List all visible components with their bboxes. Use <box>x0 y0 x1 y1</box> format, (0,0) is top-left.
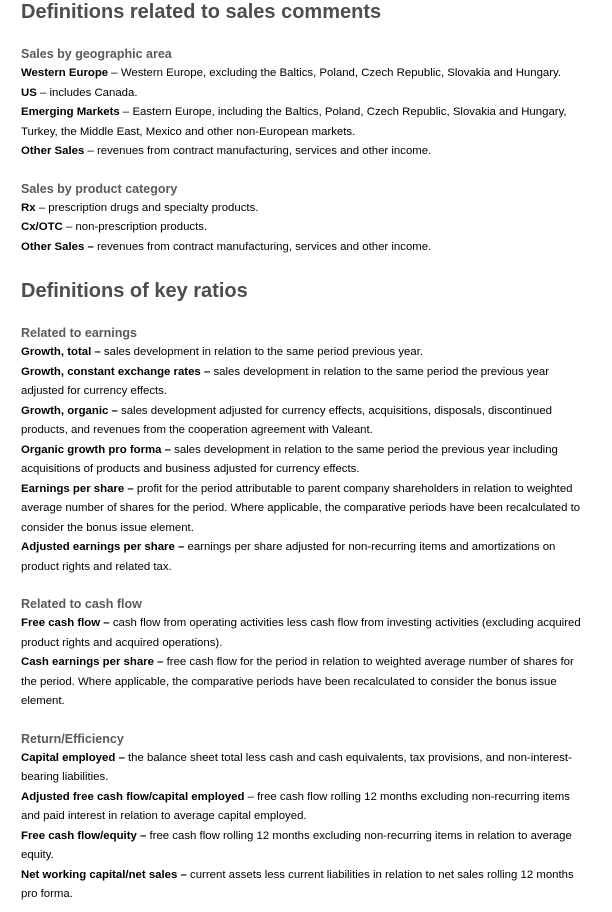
definition-growth-total <box>21 343 590 363</box>
definition-text: sales development adjusted for currency effects, acquisitions, disposals, discontinued products, and revenues from the cooperation agreement with Valeant. <box>21 404 552 436</box>
definition-nwc-net-sales <box>21 866 590 905</box>
definition-term: Emerging Markets <box>21 106 120 118</box>
definition-other-sales: Other Sales – revenues from contract manufacturing, services and other income. <box>21 145 432 157</box>
definition-term: US <box>21 86 37 99</box>
definition-growth-constant-fx <box>21 363 590 402</box>
group-heading-cash-flow: Related to cash flow <box>21 597 142 611</box>
definition-text: the balance sheet total less cash and cash equivalents, tax provisions, and non-interest-bearing liabilities. <box>21 751 572 783</box>
definition-text: sales development in relation to the same period the previous year adjusted for currency effects. <box>21 365 550 397</box>
definition-text: free cash flow rolling 12 months excluding non-recurring items and paid interest in relation to average capital employed. <box>21 790 570 822</box>
definition-cx-otc: Cx/OTC – non-prescription products. <box>21 221 208 233</box>
definition-term: Free cash flow – <box>21 617 110 629</box>
definition-text: sales development in relation to the same period previous year. <box>103 346 424 358</box>
definition-term: Adjusted free cash flow/capital employed <box>21 790 245 803</box>
definition-adjusted-eps <box>21 538 590 577</box>
definition-term: Free cash flow/equity – <box>21 829 147 842</box>
definition-organic-growth-pro-forma <box>21 441 590 480</box>
definition-text: Western Europe, excluding the Baltics, Poland, Czech Republic, Slovakia and Hungary. <box>120 67 562 79</box>
definition-free-cash-flow <box>21 614 590 653</box>
definition-other-sales-product <box>21 238 590 258</box>
definition-earnings-per-share <box>21 480 590 539</box>
definition-term: Organic growth pro forma – <box>21 443 171 456</box>
definition-text: includes Canada. <box>49 86 138 99</box>
definition-text: prescription drugs and specialty products. <box>48 201 259 214</box>
definition-term: Other Sales <box>21 145 85 157</box>
section-title-sales-comments: Definitions related to sales comments <box>21 1 382 23</box>
definition-term: Growth, total – <box>21 346 101 358</box>
definition-term: Growth, constant exchange rates – <box>21 365 211 378</box>
definition-text: Eastern Europe, including the Baltics, Poland, Czech Republic, Slovakia and Hungary, Turkey, the Middle East, Mexico and other non-European markets. <box>21 106 567 138</box>
definition-term: Western Europe <box>21 67 109 79</box>
definition-text: non-prescription products. <box>75 221 208 233</box>
definition-term: Adjusted earnings per share – <box>21 541 185 553</box>
definition-term: Rx <box>21 201 36 214</box>
definition-text: free cash flow rolling 12 months excluding non-recurring items in relation to average equity. <box>21 829 572 861</box>
section-title-key-ratios: Definitions of key ratios <box>21 280 248 302</box>
definition-capital-employed <box>21 749 590 788</box>
definition-term: Other Sales – <box>21 240 94 253</box>
group-heading-return-efficiency: Return/Efficiency <box>21 731 124 746</box>
definition-text: current assets less current liabilities in relation to net sales rolling 12 months pro forma. <box>21 868 574 900</box>
definition-term: Cx/OTC <box>21 221 63 233</box>
definition-text: revenues from contract manufacturing, services and other income. <box>96 145 432 157</box>
definition-text: sales development in relation to the same period the previous year including acquisitions of products and business adjusted for currency effects. <box>21 443 558 475</box>
definition-growth-organic <box>21 402 590 441</box>
definition-text: profit for the period attributable to parent company shareholders in relation to weighted average number of shares for the period. Where applicable, the comparative periods have been recalculated to consider the bonus issue element. <box>21 482 581 534</box>
definition-cash-eps <box>21 653 590 712</box>
definition-rx: Rx – prescription drugs and specialty products. <box>21 201 259 214</box>
definition-term: Growth, organic – <box>21 404 118 417</box>
definition-text: earnings per share adjusted for non-recurring items and amortizations on product rights and related tax. <box>21 541 556 573</box>
definition-term: Capital employed – <box>21 751 125 764</box>
group-heading-product-category: Sales by product category <box>21 181 178 196</box>
definition-western-europe: Western Europe – Western Europe, excluding the Baltics, Poland, Czech Republic, Slovakia and Hungary. <box>21 67 562 79</box>
definition-text: revenues from contract manufacturing, services and other income. <box>96 240 432 253</box>
definition-term: Net working capital/net sales – <box>21 868 187 881</box>
definition-text: cash flow from operating activities less cash flow from investing activities (excluding acquired product rights and acquired operations). <box>21 617 581 649</box>
definition-emerging-markets: Emerging Markets – Eastern Europe, including the Baltics, Poland, Czech Republic, Slovakia and Hungary, Turkey, the Middle East, Mexico and other non-European markets. <box>21 106 567 138</box>
definition-text: free cash flow for the period in relation to weighted average number of shares for the period. Where applicable, the comparative periods have been recalculated to consider the bonus issue element. <box>21 656 574 707</box>
definition-fcf-equity <box>21 827 590 866</box>
definition-term: Cash earnings per share – <box>21 656 164 668</box>
definition-term: Earnings per share – <box>21 482 134 495</box>
definition-us: US – includes Canada. <box>21 86 138 99</box>
group-heading-geographic-area: Sales by geographic area <box>21 47 172 61</box>
group-heading-earnings: Related to earnings <box>21 326 137 340</box>
definition-adjusted-fcf-capital-employed: Adjusted free cash flow/capital employed – free cash flow rolling 12 months excluding non-recurring items and paid interest in relation to average capital employed. <box>21 790 570 822</box>
